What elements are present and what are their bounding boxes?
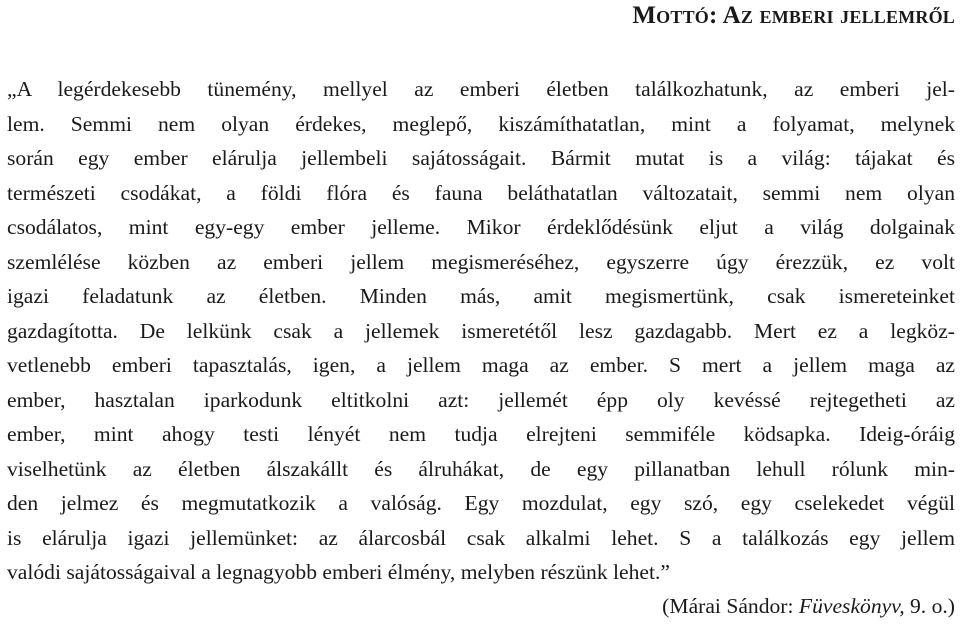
source-author: (Márai Sándor: bbox=[662, 594, 799, 618]
quote-line: lem. Semmi nem olyan érdekes, meglepő, kiszámíthatatlan, mint a folyamat, melynek bbox=[7, 111, 955, 136]
quote-line: ember, mint ahogy testi lényét nem tudja elrejteni semmiféle ködsapka. Ideig-óráig bbox=[7, 422, 955, 446]
quote-line: igazi feladatunk az életben. Minden más, amit megismertünk, csak ismereteinket bbox=[7, 284, 955, 308]
quote-line: szemlélése közben az emberi jellem megismeréséhez, egyszerre úgy érezzük, ez volt bbox=[7, 249, 955, 274]
quote-line: gazdagította. De lelkünk csak a jellemek ismeretétől lesz gazdagabb. Mert ez a legköz- bbox=[7, 318, 955, 343]
source-book-title: Füveskönyv, bbox=[798, 594, 905, 618]
quote-line: során egy ember elárulja jellembeli sajátosságait. Bármit mutat is a világ: tájakat és bbox=[7, 146, 955, 170]
quote-line: viselhetünk az életben álszakállt és álruhákat, de egy pillanatban lehull rólunk min- bbox=[7, 456, 955, 481]
quote-line: is elárulja igazi jellemünket: az álarcosbál csak alkalmi lehet. S a találkozás egy jellem bbox=[7, 525, 955, 550]
quote-line: den jelmez és megmutatkozik a valóság. Egy mozdulat, egy szó, egy cselekedet végül bbox=[7, 491, 955, 515]
quote-line: vetlenebb emberi tapasztalás, igen, a jellem maga az ember. S mert a jellem maga az bbox=[7, 353, 955, 377]
quote-line: természeti csodákat, a földi flóra és fauna beláthatatlan változatait, semmi nem olyan bbox=[7, 180, 955, 205]
quote-source bbox=[662, 591, 955, 621]
source-page: 9. o.) bbox=[904, 594, 955, 618]
quote-paragraph bbox=[7, 72, 955, 590]
motto-title: Mottó: Az emberi jellemről bbox=[632, 2, 955, 29]
quote-line: csodálatos, mint egy-egy ember jelleme. Mikor érdeklődésünk eljut a világ dolgainak bbox=[7, 215, 955, 239]
quote-line: ember, hasztalan iparkodunk eltitkolni azt: jellemét épp oly kevéssé rejtegetheti az bbox=[7, 387, 955, 412]
quote-line: valódi sajátosságaival a legnagyobb emberi élmény, melyben részünk lehet.” bbox=[7, 560, 670, 584]
quote-line: „A legérdekesebb tünemény, mellyel az emberi életben találkozhatunk, az emberi jel- bbox=[7, 77, 955, 101]
